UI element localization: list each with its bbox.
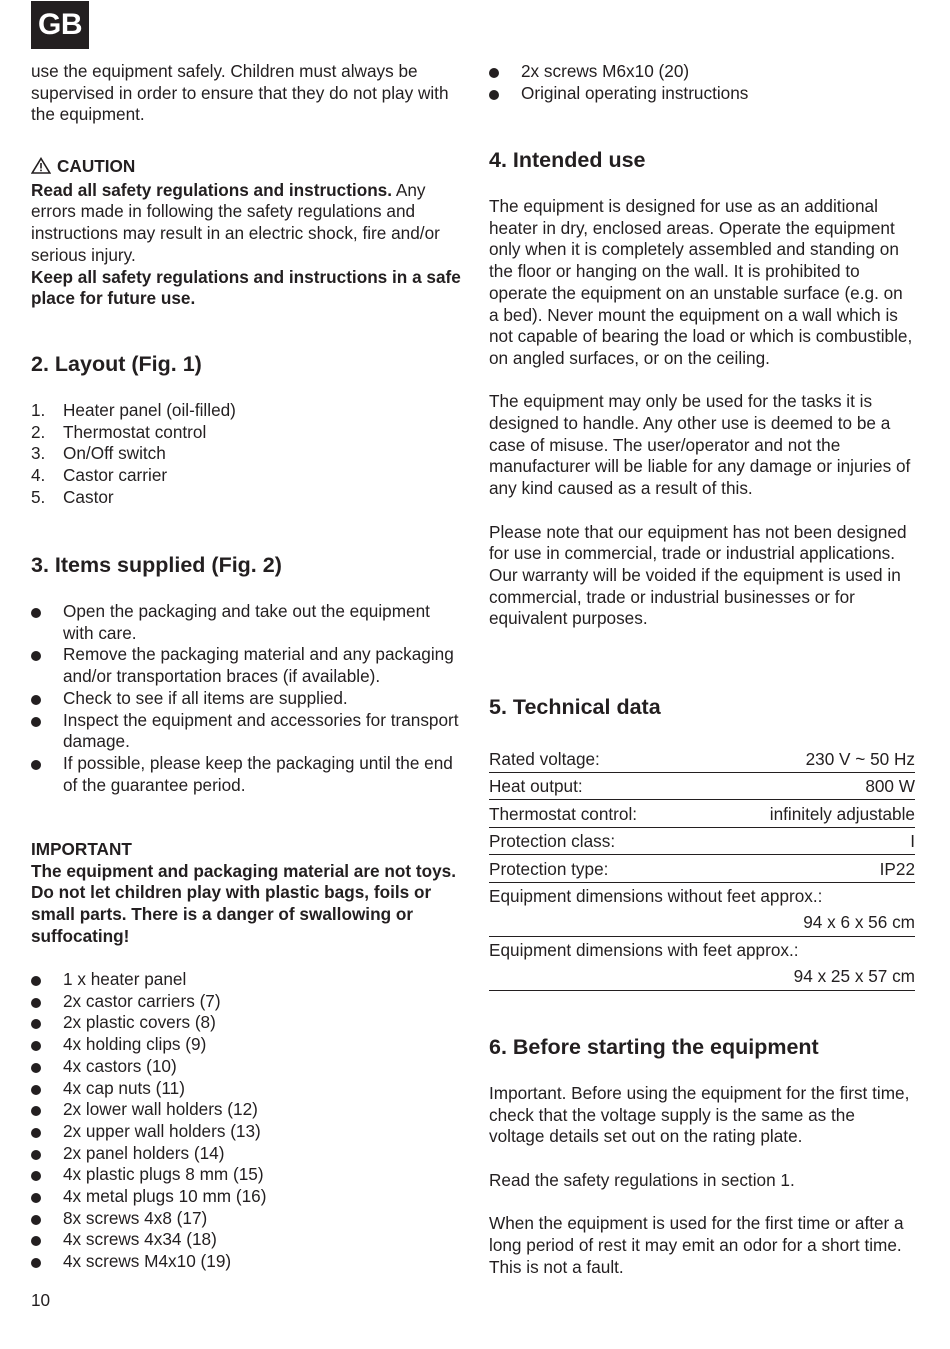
bullet-icon: [31, 998, 41, 1008]
part-item: [31, 1056, 461, 1078]
bullet-icon: [31, 1258, 41, 1268]
before-starting-heading: 6. Before starting the equipment: [489, 1035, 819, 1059]
spec-label: Heat output:: [489, 772, 704, 800]
part-item-text: 4x metal plugs 10 mm (16): [63, 1186, 267, 1207]
part-item-text: 2x panel holders (14): [63, 1142, 225, 1163]
technical-data-heading: 5. Technical data: [489, 695, 661, 719]
important-text: The equipment and packaging material are not toys. Do not let children play with plastic bags, foils or small parts. There is a danger of swallowing or suffocating!: [31, 860, 457, 946]
before-starting-paragraph: When the equipment is used for the first time or after a long period of rest it may emit an odor for a short time. This is not a fault.: [489, 1213, 904, 1277]
spec-value: infinitely adjustable: [704, 800, 915, 828]
page-number: 10: [31, 1290, 51, 1310]
spec-row: [489, 772, 915, 800]
intended-use-heading: 4. Intended use: [489, 148, 646, 172]
layout-item-label: On/Off switch: [63, 443, 166, 464]
layout-item-label: Castor: [63, 486, 114, 507]
bullet-icon: [31, 1150, 41, 1160]
spec-row: [489, 827, 915, 855]
before-starting-body: [489, 1083, 915, 1278]
unpacking-step: [31, 688, 461, 710]
bullet-icon: [31, 976, 41, 986]
part-item: [31, 1143, 461, 1165]
bullet-icon: [31, 1236, 41, 1246]
bullet-icon: [489, 68, 499, 78]
part-item-text: 2x plastic covers (8): [63, 1012, 216, 1033]
bullet-icon: [31, 1106, 41, 1116]
part-item-text: 4x screws 4x34 (18): [63, 1229, 217, 1250]
layout-item-label: Castor carrier: [63, 465, 168, 486]
part-item: [31, 1208, 461, 1230]
bullet-icon: [31, 608, 41, 618]
spec-value: 94 x 25 x 57 cm: [793, 965, 915, 986]
part-item-text: 2x upper wall holders (13): [63, 1120, 261, 1141]
spec-label: Equipment dimensions without feet approx.:: [489, 885, 823, 906]
bullet-icon: [31, 651, 41, 661]
unpacking-step: [31, 644, 461, 687]
spec-label: Equipment dimensions with feet approx.:: [489, 939, 799, 960]
layout-item: [31, 465, 461, 487]
layout-item: [31, 400, 461, 422]
part-item: [31, 1164, 461, 1186]
language-badge: GB: [31, 1, 89, 49]
part-item-text: 4x plastic plugs 8 mm (15): [63, 1164, 264, 1185]
caution-lead: Read all safety regulations and instructions.: [31, 179, 393, 200]
spec-label: Protection class:: [489, 827, 704, 855]
part-item: [31, 1078, 461, 1100]
spec-row: [489, 800, 915, 828]
caution-label: CAUTION: [57, 156, 136, 176]
part-item-text: 4x screws M4x10 (19): [63, 1251, 232, 1272]
unpacking-step-text: Inspect the equipment and accessories for transport damage.: [63, 709, 459, 752]
unpacking-step: [31, 710, 461, 753]
layout-item-label: Thermostat control: [63, 421, 207, 442]
before-starting-paragraph: Read the safety regulations in section 1.: [489, 1169, 795, 1190]
unpacking-step-text: Open the packaging and take out the equipment with care.: [63, 601, 430, 643]
part-item: [31, 1251, 461, 1273]
unpacking-step-text: If possible, please keep the packaging until the end of the guarantee period.: [63, 752, 453, 795]
important-block: [31, 839, 461, 948]
intended-use-body: [489, 196, 915, 630]
spec-value: 800 W: [704, 772, 915, 800]
bullet-icon: [31, 1085, 41, 1095]
part-item-text: 4x castors (10): [63, 1055, 177, 1076]
part-item-text: 2x screws M6x10 (20): [521, 61, 690, 81]
bullet-icon: [31, 717, 41, 727]
part-item: [31, 1012, 461, 1034]
layout-list: [31, 400, 461, 509]
part-item: [31, 1186, 461, 1208]
spec-dimension-row: [489, 937, 915, 991]
part-item: [31, 991, 461, 1013]
parts-list-continued: [489, 61, 915, 104]
caution-block: [31, 156, 461, 310]
part-item: [489, 83, 915, 105]
spec-label: Rated voltage:: [489, 745, 704, 772]
bullet-icon: [31, 1171, 41, 1181]
caution-title: [31, 156, 461, 180]
items-supplied-heading: 3. Items supplied (Fig. 2): [31, 553, 282, 577]
part-item-text: 1 x heater panel: [63, 969, 187, 989]
unpacking-step: [31, 601, 461, 644]
bullet-icon: [489, 90, 499, 100]
keep-instructions-note: Keep all safety regulations and instructions in a safe place for future use.: [31, 266, 461, 309]
part-item-text: 4x holding clips (9): [63, 1034, 207, 1055]
layout-item: [31, 443, 461, 465]
bullet-icon: [31, 1063, 41, 1073]
part-item: [31, 1229, 461, 1251]
warning-triangle-icon: [31, 157, 51, 180]
part-item: [31, 969, 461, 991]
layout-item-number: 2.: [31, 421, 46, 442]
part-item-text: Original operating instructions: [521, 82, 749, 103]
bullet-icon: [31, 1215, 41, 1225]
layout-item: [31, 487, 461, 509]
part-item: [31, 1034, 461, 1056]
before-starting-paragraph: Important. Before using the equipment for the first time, check that the voltage supply is the same as the voltage details set out on the rating plate.: [489, 1083, 910, 1147]
layout-item-number: 5.: [31, 486, 46, 507]
layout-item-number: 4.: [31, 465, 46, 486]
intended-use-paragraph: Our warranty will be voided if the equipment is used in commercial, trade or industrial businesses or for equivalent purposes.: [489, 564, 901, 629]
part-item: [489, 61, 915, 83]
intended-use-paragraph: Please note that our equipment has not been designed for use in commercial, trade or industrial applications.: [489, 521, 907, 564]
layout-item-label: Heater panel (oil-filled): [63, 400, 236, 420]
part-item: [31, 1099, 461, 1121]
technical-data-table: [489, 745, 915, 991]
spec-label: Protection type:: [489, 855, 704, 883]
spec-dimension-row: [489, 883, 915, 937]
bullet-icon: [31, 695, 41, 705]
intended-use-paragraph: The equipment may only be used for the tasks it is designed to handle. Any other use is deemed to be a case of misuse. The user/operator and not the manufacturer will be liable for any damage or injuries of any kind caused as a result of this.: [489, 391, 911, 499]
intro-text: use the equipment safely. Children must always be supervised in order to ensure that they do not play with the equipment.: [31, 61, 449, 125]
part-item: [31, 1121, 461, 1143]
unpacking-step-text: Remove the packaging material and any packaging and/or transportation braces (if available).: [63, 644, 454, 687]
spec-value: 230 V ~ 50 Hz: [704, 745, 915, 772]
bullet-icon: [31, 760, 41, 770]
intended-use-paragraph: The equipment is designed for use as an additional heater in dry, enclosed areas. Operate the equipment only when it is completely assembled and standing on the floor or hanging on the wall. It is prohibited to operate the equipment on an unstable surface (e.g. on a bed). Never mount the equipment on a wall which is not capable of bearing the load or which is combustible, on angled surfaces, or on the ceiling.: [489, 196, 913, 368]
spec-row: [489, 745, 915, 772]
part-item-text: 4x cap nuts (11): [63, 1077, 185, 1098]
spec-row: [489, 855, 915, 883]
unpacking-steps-list: [31, 601, 461, 796]
bullet-icon: [31, 1041, 41, 1051]
bullet-icon: [31, 1193, 41, 1203]
bullet-icon: [31, 1019, 41, 1029]
part-item-text: 8x screws 4x8 (17): [63, 1207, 208, 1228]
bullet-icon: [31, 1128, 41, 1138]
caution-body: Any errors made in following the safety regulations and instructions may result in an electric shock, fire and/or serious injury.: [31, 179, 440, 265]
spec-value: 94 x 6 x 56 cm: [803, 911, 915, 932]
part-item-text: 2x lower wall holders (12): [63, 1099, 258, 1120]
important-title: IMPORTANT: [31, 839, 132, 859]
part-item-text: 2x castor carriers (7): [63, 990, 221, 1011]
spec-label: Thermostat control:: [489, 800, 704, 828]
unpacking-step-text: Check to see if all items are supplied.: [63, 687, 348, 708]
layout-item: [31, 422, 461, 444]
layout-heading: 2. Layout (Fig. 1): [31, 352, 202, 376]
layout-item-number: 3.: [31, 443, 46, 464]
caution-text: [31, 180, 461, 267]
unpacking-step: [31, 753, 461, 796]
parts-list: [31, 969, 461, 1273]
spec-value: I: [704, 827, 915, 855]
spec-value: IP22: [704, 855, 915, 883]
layout-item-number: 1.: [31, 400, 46, 420]
